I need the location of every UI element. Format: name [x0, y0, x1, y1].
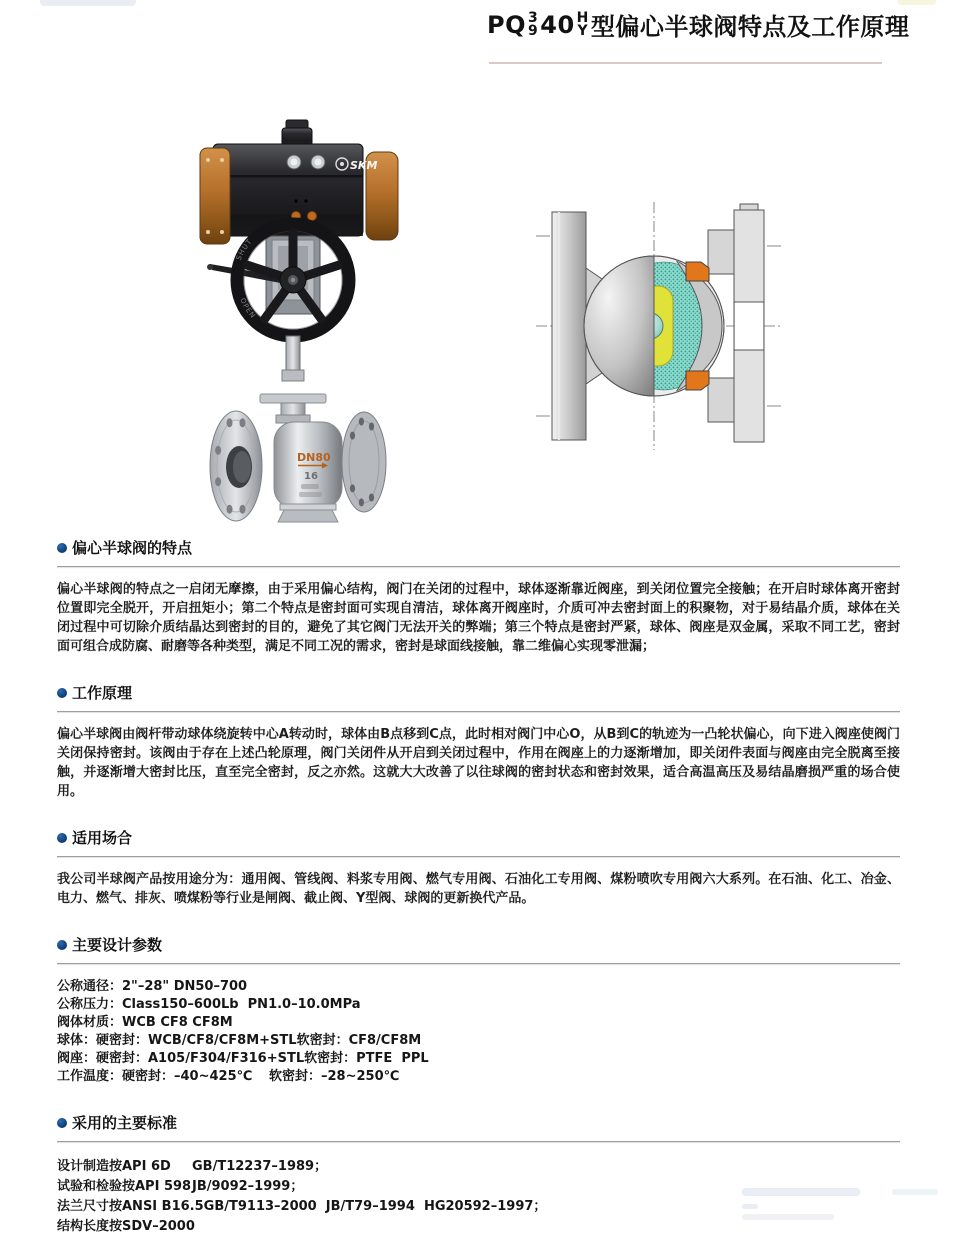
section-working-principle [57, 682, 900, 801]
parameter-col1: 阀体材质：WCB CF8 CF8M [57, 1015, 233, 1030]
standard-col1: 设计制造按API 6D [57, 1159, 171, 1174]
title-model-prefix: PQ [487, 10, 526, 39]
scan-smudge-top-left [40, 0, 136, 6]
section-applications [57, 827, 900, 908]
marking-pn: 16 [304, 471, 318, 482]
parameter-col1: 公称压力：Class150–600Lb PN1.0–10.0MPa [57, 997, 361, 1012]
section-paragraph: 我公司半球阀产品按用途分为：通用阀、管线阀、料浆专用阀、燃气专用阀、石油化工专用阀、煤粉喷吹专用阀六大系列。在石油、化工、冶金、电力、燃气、排灰、喷煤粉等行业是闸阀、截止阀、Y型阀、球阀的更新换代产品。 [57, 872, 900, 906]
title-model-stack-1 [528, 9, 539, 39]
parameter-row [57, 1050, 900, 1068]
parameter-col1: 阀座：硬密封：A105/F304/F316+STL [57, 1051, 305, 1066]
bullet-icon [57, 543, 67, 553]
parameter-row [57, 996, 900, 1014]
cross-section-svg [536, 202, 781, 450]
title-stack1-top: 3 [528, 9, 539, 26]
parameter-row [57, 978, 900, 996]
section-heading [57, 934, 900, 955]
parameter-col1: 公称通径：2"–28" DN50–700 [57, 979, 248, 994]
section-heading-label: 主要设计参数 [72, 936, 163, 954]
valve-flange-right [342, 412, 386, 512]
section-divider [57, 1141, 900, 1144]
parameter-col2: 软密封：CF8/CF8M [296, 1033, 422, 1048]
section-divider [57, 711, 900, 714]
valve-base [278, 510, 338, 522]
section-heading [57, 682, 900, 703]
parameter-col2: 软密封：–28~250℃ [269, 1069, 400, 1084]
valve-cross-section-diagram [536, 202, 781, 450]
standard-col2: GB/T12237–1989； [192, 1159, 328, 1174]
wheel-marking-open: OPEN [238, 296, 258, 321]
standard-col1: 试验和检验按API 598 [57, 1179, 192, 1194]
bullet-icon [57, 1118, 67, 1128]
actuator-logo-text: SKM [350, 159, 378, 172]
title-stack2-bottom: Y [577, 22, 589, 39]
parameter-row [57, 1014, 900, 1032]
valve-photo [198, 118, 408, 523]
section-paragraph: 偏心半球阀由阀杆带动球体绕旋转中心A转动时，球体由B点移到C点，此时相对阀门中心O，从B到C的轨迹为一凸轮状偏心，向下进入阀座使阀门关闭保持密封。该阀由于存在上述凸轮原理，阀门关闭件从开启到关闭过程中，作用在阀座上的力逐渐增加，即关闭件表面与阀座由完全脱离至接触，并逐渐增大密封比压，直至完全密封，反之亦然。这就大大改善了以往球阀的密封状态和密封效果，适合高温高压及易结晶磨损严重的场合使用。 [57, 727, 900, 799]
parameter-row [57, 1068, 900, 1086]
parameter-col2: 软密封：PTFE PPL [304, 1051, 429, 1066]
section-heading-label: 工作原理 [72, 684, 133, 702]
standard-col1: 结构长度按SDV–2000 [57, 1219, 195, 1234]
standard-col2: GB/T9113–2000 JB/T79–1994 HG20592–1997； [203, 1199, 547, 1214]
valve-base-lip [280, 504, 336, 510]
section-heading-label: 偏心半球阀的特点 [72, 539, 193, 557]
parameter-row [57, 1032, 900, 1050]
mounting-plate [260, 394, 326, 403]
title-underline [489, 62, 882, 64]
scan-smudge-top-right [898, 0, 936, 5]
title-stack2-top: H [576, 9, 589, 26]
section-features [57, 537, 900, 656]
bullet-icon [57, 833, 67, 843]
parameter-col1: 球体：硬密封：WCB/CF8/CF8M+STL [57, 1033, 297, 1048]
actuator-air-port [308, 212, 317, 221]
bullet-icon [57, 940, 67, 950]
standard-col2: JB/9092–1999； [192, 1179, 304, 1194]
title-model-stack-2 [576, 9, 589, 39]
actuator-end-cap-left [200, 148, 230, 244]
section-heading-label: 采用的主要标准 [72, 1114, 178, 1132]
parameter-col1: 工作温度：硬密封：–40~425℃ [57, 1069, 253, 1084]
section-divider [57, 963, 900, 966]
valve-body [210, 394, 386, 522]
section-divider [57, 566, 900, 569]
marking-dn: DN80 [297, 451, 331, 464]
section-paragraph: 偏心半球阀的特点之一启闭无摩擦，由于采用偏心结构，阀门在关闭的过程中，球体逐渐靠近阀座，到关闭位置完全接触；在开启时球体离开密封位置即完全脱开，开启扭矩小；第二个特点是密封面可实现自清洁，球体离开阀座时，介质可冲去密封面上的积聚物，对于易结晶介质，球体在关闭过程中可切除介质结晶达到密封的目的，避免了其它阀门无法开关的弊端；第三个特点是密封严紧，球体、阀座是双金属，采取不同工艺，密封面可组合成防腐、耐磨等各种类型，满足不同工况的需求，密封是球面线接触，靠二维偏心实现零泄漏； [57, 582, 900, 654]
bullet-icon [57, 688, 67, 698]
title-stack1-bottom: 9 [528, 22, 539, 39]
standard-col1: 法兰尺寸按ANSI B16.5 [57, 1199, 204, 1214]
valve-stem [282, 336, 304, 381]
section-heading [57, 537, 900, 558]
valve-photo-svg [198, 118, 408, 523]
standard-row [57, 1157, 900, 1177]
section-divider [57, 856, 900, 859]
content-column [57, 537, 900, 1237]
page-title [487, 7, 909, 42]
section-heading-label: 适用场合 [72, 829, 133, 847]
section-heading [57, 1112, 900, 1133]
parameter-list [57, 978, 900, 1086]
wheel-marking-shut: SHUT [234, 237, 254, 262]
section-heading [57, 827, 900, 848]
title-suffix: 型偏心半球阀特点及工作原理 [590, 13, 910, 41]
section-design-parameters [57, 934, 900, 1086]
watermark [742, 1188, 942, 1228]
title-model-mid: 40 [540, 10, 575, 39]
valve-flange-left [210, 411, 262, 521]
